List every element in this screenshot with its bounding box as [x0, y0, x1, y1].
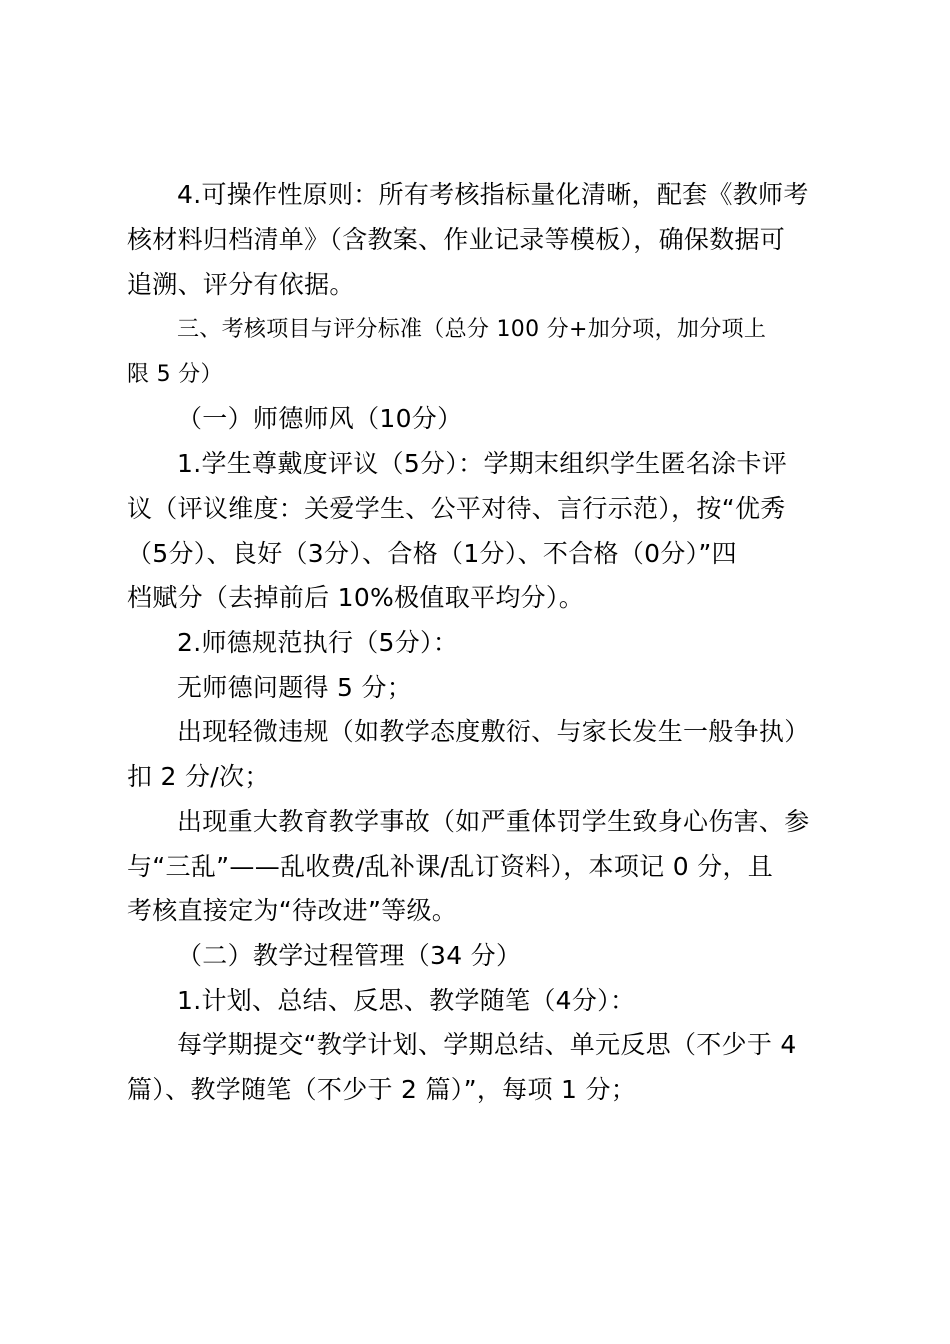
subsection-heading: （二）教学过程管理（34 分）: [177, 941, 522, 970]
text-line: 出现轻微违规（如教学态度敷衍、与家长发生一般争执）: [177, 717, 810, 746]
subsection-heading: （一）师德师风（10分）: [177, 404, 463, 433]
text-line: 无师德问题得 5 分；: [177, 673, 413, 702]
text-line: 出现重大教育教学事故（如严重体罚学生致身心伤害、参: [177, 807, 810, 836]
text-line: 与“三乱”——乱收费/乱补课/乱订资料），本项记 0 分，且: [127, 852, 774, 881]
text-line: 1.计划、总结、反思、教学随笔（4分）：: [177, 986, 636, 1015]
text-line: 议（评议维度：关爱学生、公平对待、言行示范），按“优秀: [127, 494, 786, 523]
text-line: 4.可操作性原则：所有考核指标量化清晰，配套《教师考: [177, 180, 809, 209]
text-line: 考核直接定为“待改进”等级。: [127, 896, 458, 925]
text-line: 档赋分（去掉前后 10%极值取平均分）。: [127, 583, 585, 612]
section-heading: 三、考核项目与评分标准（总分 100 分+加分项，加分项上: [177, 317, 767, 342]
text-line: 扣 2 分/次；: [127, 762, 270, 791]
text-line: 追溯、评分有依据。: [127, 270, 355, 299]
text-line: （5分）、良好（3分）、合格（1分）、不合格（0分）”四: [127, 539, 737, 568]
text-line: 限 5 分）: [127, 362, 223, 387]
text-line: 篇）、教学随笔（不少于 2 篇）”，每项 1 分；: [127, 1075, 637, 1104]
text-line: 每学期提交“教学计划、学期总结、单元反思（不少于 4: [177, 1030, 797, 1059]
text-line: 2.师德规范执行（5分）：: [177, 628, 459, 657]
text-line: 核材料归档清单》（含教案、作业记录等模板），确保数据可: [127, 225, 786, 254]
text-line: 1.学生尊戴度评议（5分）：学期末组织学生匿名涂卡评: [177, 449, 788, 478]
